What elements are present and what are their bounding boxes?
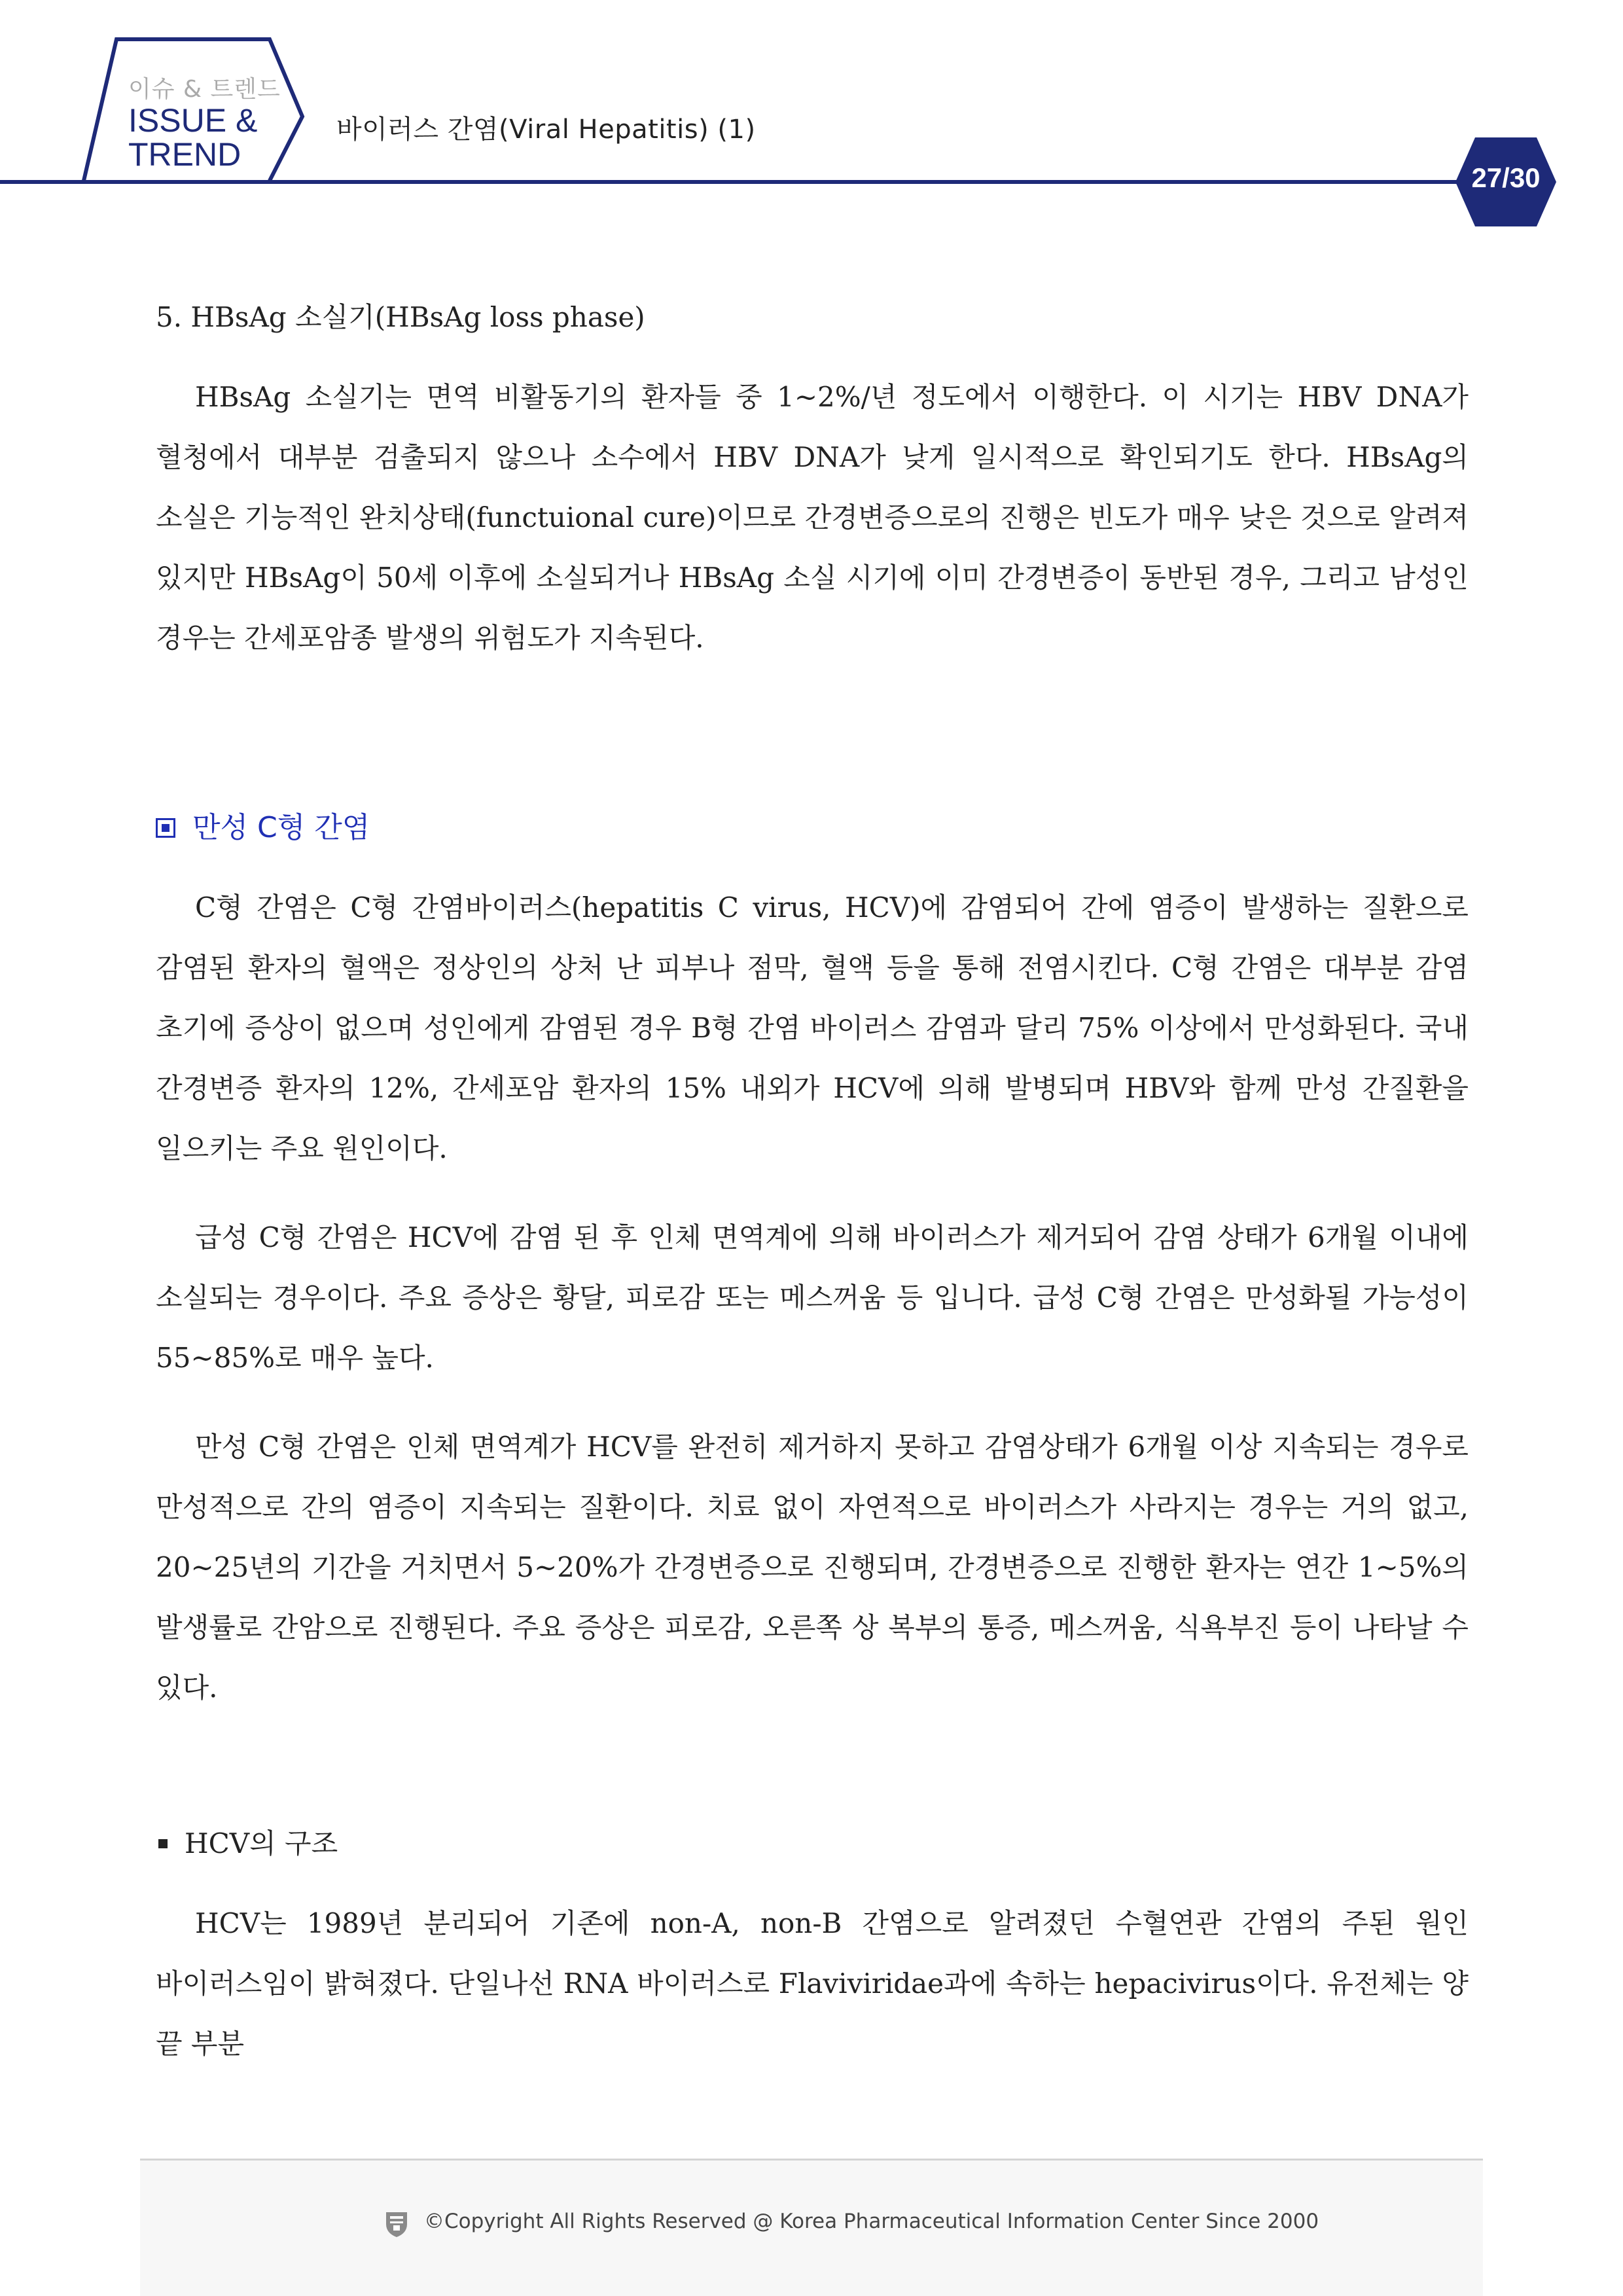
hcv-paragraph-3: 만성 C형 간염은 인체 면역계가 HCV를 완전히 제거하지 못하고 감염상태가 6개월 이상 지속되는 경우로 만성적으로 간의 염증이 지속되는 질환이다. 치료 없이 자연적으로 바이러스가 사라지는 경우는 거의 없고, 20~25년의 기간을 거치면서 5~20%가 간경변증으로 진행되며, 간경변증으로 진행한 환자는 연간 1~5%의 발생률로 간암으로 진행된다. 주요 증상은 피로감, 오른쪽 상 복부의 통증, 메스꺼움, 식욕부진 등이 나타날 수 있다.	[156, 1431, 1469, 1704]
main-content	[156, 298, 1469, 2074]
square-bullet-icon	[156, 818, 175, 838]
phase5-heading: 5. HBsAg 소실기(HBsAg loss phase)	[156, 301, 645, 333]
document-title: 바이러스 간염(Viral Hepatitis) (1)	[336, 115, 756, 145]
phase5-paragraph: HBsAg 소실기는 면역 비활동기의 환자들 중 1~2%/년 정도에서 이행한다. 이 시기는 HBV DNA가 혈청에서 대부분 검출되지 않으나 소수에서 HBV DNA가 낮게 일시적으로 확인되기도 한다. HBsAg의 소실은 기능적인 완치상태(functuional cure)이므로 간경변증으로의 진행은 빈도가 매우 낮은 것으로 알려져 있지만 HBsAg이 50세 이후에 소실되거나 HBsAg 소실 시기에 이미 간경변증이 동반된 경우, 그리고 남성인 경우는 간세포암종 발생의 위험도가 지속된다.	[156, 381, 1469, 654]
hcv-paragraph-2: 급성 C형 간염은 HCV에 감염 된 후 인체 면역계에 의해 바이러스가 제거되어 감염 상태가 6개월 이내에 소실되는 경우이다. 주요 증상은 황달, 피로감 또는 메스꺼움 등 입니다. 급성 C형 간염은 만성화될 가능성이 55~85%로 매우 높다.	[156, 1221, 1469, 1374]
shield-crest-icon	[383, 2210, 410, 2238]
page-header	[0, 0, 1623, 236]
hcv-structure-paragraph: HCV는 1989년 분리되어 기존에 non-A, non-B 간염으로 알려졌던 수혈연관 간염의 주된 원인 바이러스임이 밝혀졌다. 단일나선 RNA 바이러스로 Flaviviridae과에 속하는 hepacivirus이다. 유전체는 양 끝 부분	[156, 1907, 1469, 2060]
hcv-section-heading-text: 만성 C형 간염	[192, 811, 370, 844]
hcv-section-heading	[156, 808, 1469, 848]
page-number: 27/30	[1471, 162, 1541, 193]
footer-copyright: ©Copyright All Rights Reserved @ Korea Pharmaceutical Information Center Since 2000	[424, 2210, 1319, 2233]
badge-korean-label: 이슈 & 트렌드	[128, 76, 281, 103]
hcv-structure-heading	[156, 1824, 1469, 1863]
hcv-structure-heading-text: HCV의 구조	[185, 1827, 338, 1859]
hcv-paragraph-1: C형 간염은 C형 간염바이러스(hepatitis C virus, HCV)에 감염되어 간에 염증이 발생하는 질환으로 감염된 환자의 혈액은 정상인의 상처 난 피부나 점막, 혈액 등을 통해 전염시킨다. C형 간염은 대부분 감염 초기에 증상이 없으며 성인에게 감염된 경우 B형 간염 바이러스 감염과 달리 75% 이상에서 만성화된다. 국내 간경변증 환자의 12%, 간세포암 환자의 15% 내외가 HCV에 의해 발병되며 HBV와 함께 만성 간질환을 일으키는 주요 원인이다.	[156, 891, 1469, 1164]
badge-english-label: ISSUE & TREND	[128, 102, 258, 173]
small-square-bullet-icon	[158, 1839, 168, 1848]
